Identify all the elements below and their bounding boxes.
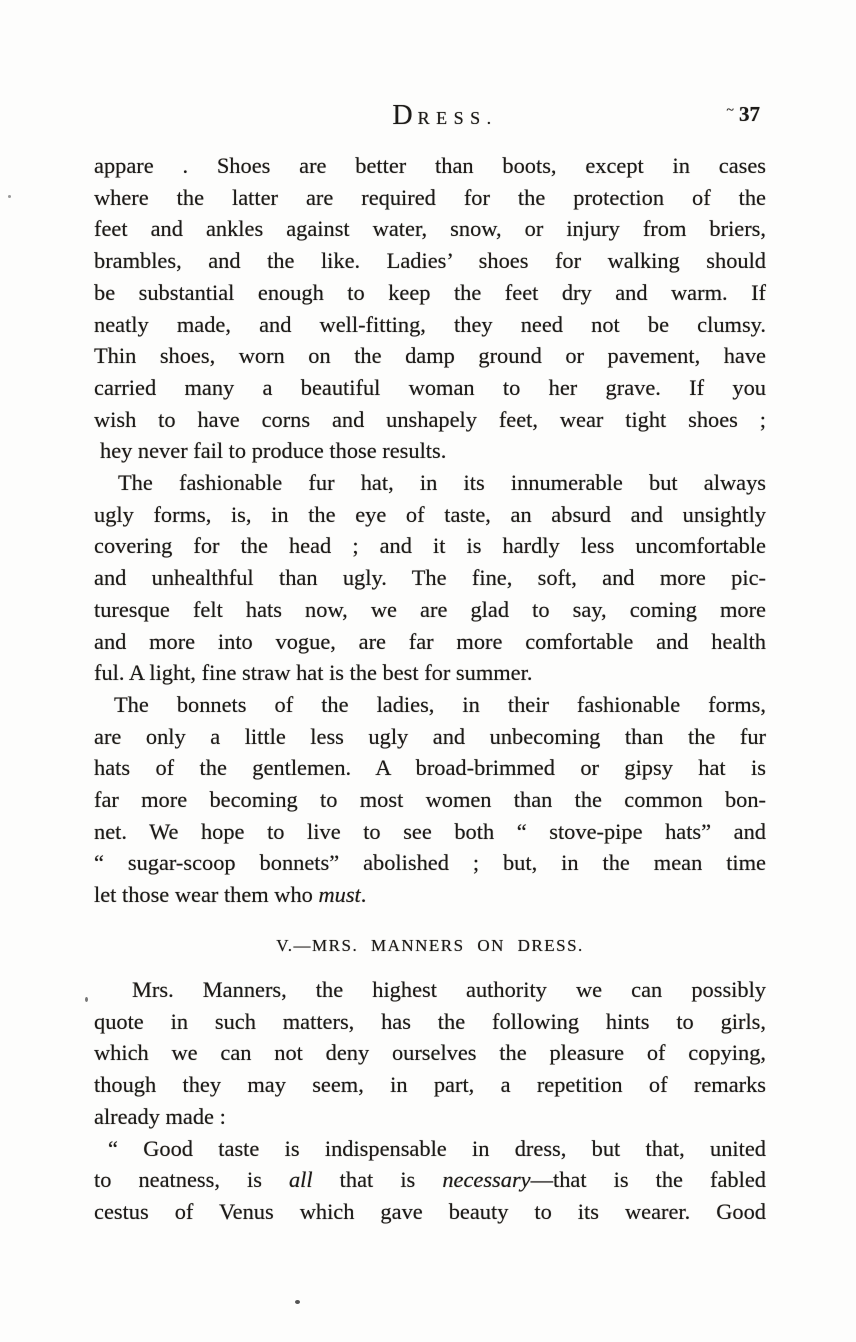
text-line <box>94 816 766 848</box>
page-number <box>726 102 760 127</box>
text-line <box>94 594 766 626</box>
text-run: hats of the gentlemen. A broad-brimmed or gipsy hat is <box>94 755 766 781</box>
page-number-mark: ~ <box>726 103 734 118</box>
text-line <box>94 499 766 531</box>
text-line <box>94 245 766 277</box>
text-run: already made : <box>94 1103 226 1129</box>
running-header <box>94 100 766 136</box>
text-run: be substantial enough to keep the feet dry and warm. If <box>94 279 766 305</box>
text-run: where the latter are required for the protection of the <box>94 184 766 210</box>
text-line <box>94 404 766 436</box>
text-line <box>94 309 766 341</box>
text-run: —that is the fabled <box>530 1167 766 1193</box>
text-run: net. We hope to live to see both “ stove-pipe hats” and <box>94 818 766 844</box>
text-line <box>94 689 766 721</box>
text-line <box>94 752 766 784</box>
text-line <box>94 182 766 214</box>
text-run: wish to have corns and unshapely feet, wear tight shoes ; <box>94 406 766 432</box>
scan-speck <box>295 1300 300 1304</box>
text-line <box>94 1164 766 1196</box>
text-run: that is <box>312 1167 443 1193</box>
chapter-title-initial: D <box>392 100 418 131</box>
text-line <box>94 277 766 309</box>
text-run: Mrs. Manners, the highest authority we can possibly <box>132 977 766 1002</box>
text-line <box>94 1037 766 1069</box>
body-text-upper <box>94 150 766 911</box>
text-line <box>94 213 766 245</box>
text-run: far more becoming to most women than the common bon- <box>94 787 766 813</box>
text-run: appare . Shoes are better than boots, except in cases <box>94 153 766 178</box>
text-line <box>94 340 766 372</box>
text-run: to neatness, is <box>94 1167 289 1193</box>
italic-text: necessary <box>442 1167 531 1193</box>
text-run: cestus of Venus which gave beauty to its wearer. Good <box>94 1198 766 1224</box>
text-line <box>94 1196 766 1228</box>
italic-text: all <box>288 1167 313 1193</box>
text-line <box>94 435 766 467</box>
text-run: though they may seem, in part, a repetition of remarks <box>94 1072 766 1098</box>
text-run: ugly forms, is, in the eye of taste, an absurd and unsightly <box>94 501 766 527</box>
chapter-title <box>109 100 781 132</box>
text-line <box>94 1006 766 1038</box>
page-number-value: 37 <box>739 102 760 126</box>
body-text-lower <box>94 974 766 1228</box>
text-run: carried many a beautiful woman to her grave. If you <box>94 374 766 400</box>
text-line <box>94 847 766 879</box>
text-run: which we can not deny ourselves the pleasure of copying, <box>94 1040 766 1066</box>
text-run: . <box>360 882 367 908</box>
text-line <box>94 1133 766 1165</box>
text-line <box>94 1069 766 1101</box>
text-line <box>94 372 766 404</box>
text-line <box>94 879 766 911</box>
scan-speck <box>85 997 88 1002</box>
text-run: and unhealthful than ugly. The fine, soft, and more pic- <box>94 565 766 591</box>
text-run: Thin shoes, worn on the damp ground or pavement, have <box>94 343 766 369</box>
text-run: covering for the head ; and it is hardly less uncomfortable <box>94 533 766 559</box>
text-line <box>94 150 766 182</box>
text-run: let those wear them who <box>94 882 319 908</box>
text-run: “ Good taste is indispensable in dress, but that, united <box>108 1135 766 1161</box>
chapter-title-rest: RESS. <box>417 108 498 128</box>
text-line <box>94 784 766 816</box>
text-run: brambles, and the like. Ladies’ shoes for walking should <box>94 248 766 274</box>
text-line <box>94 467 766 499</box>
text-line <box>94 530 766 562</box>
text-run: and more into vogue, are far more comfortable and health <box>94 628 766 654</box>
text-line <box>94 626 766 658</box>
text-run: neatly made, and well-fitting, they need not be clumsy. <box>94 311 766 337</box>
text-line <box>94 657 766 689</box>
text-run: “ sugar-scoop bonnets” abolished ; but, in the mean time <box>94 850 766 876</box>
scan-speck <box>8 195 11 198</box>
text-run: hey never fail to produce those results. <box>100 438 447 464</box>
section-heading: V.—MRS. MANNERS ON DRESS. <box>276 936 584 955</box>
text-run: The bonnets of the ladies, in their fashionable forms, <box>114 691 766 717</box>
text-run: ful. A light, fine straw hat is the best for summer. <box>94 660 533 686</box>
text-run: The fashionable fur hat, in its innumerable but always <box>118 470 766 496</box>
text-run: turesque felt hats now, we are glad to say, coming more <box>94 596 766 622</box>
text-run: are only a little less ugly and unbecoming than the fur <box>94 723 766 749</box>
text-line <box>94 1101 766 1133</box>
text-line <box>94 562 766 594</box>
italic-text: must <box>318 882 361 908</box>
text-line <box>94 974 766 1006</box>
text-run: feet and ankles against water, snow, or injury from briers, <box>94 216 766 242</box>
text-run: quote in such matters, has the following hints to girls, <box>94 1008 766 1034</box>
text-line <box>94 721 766 753</box>
